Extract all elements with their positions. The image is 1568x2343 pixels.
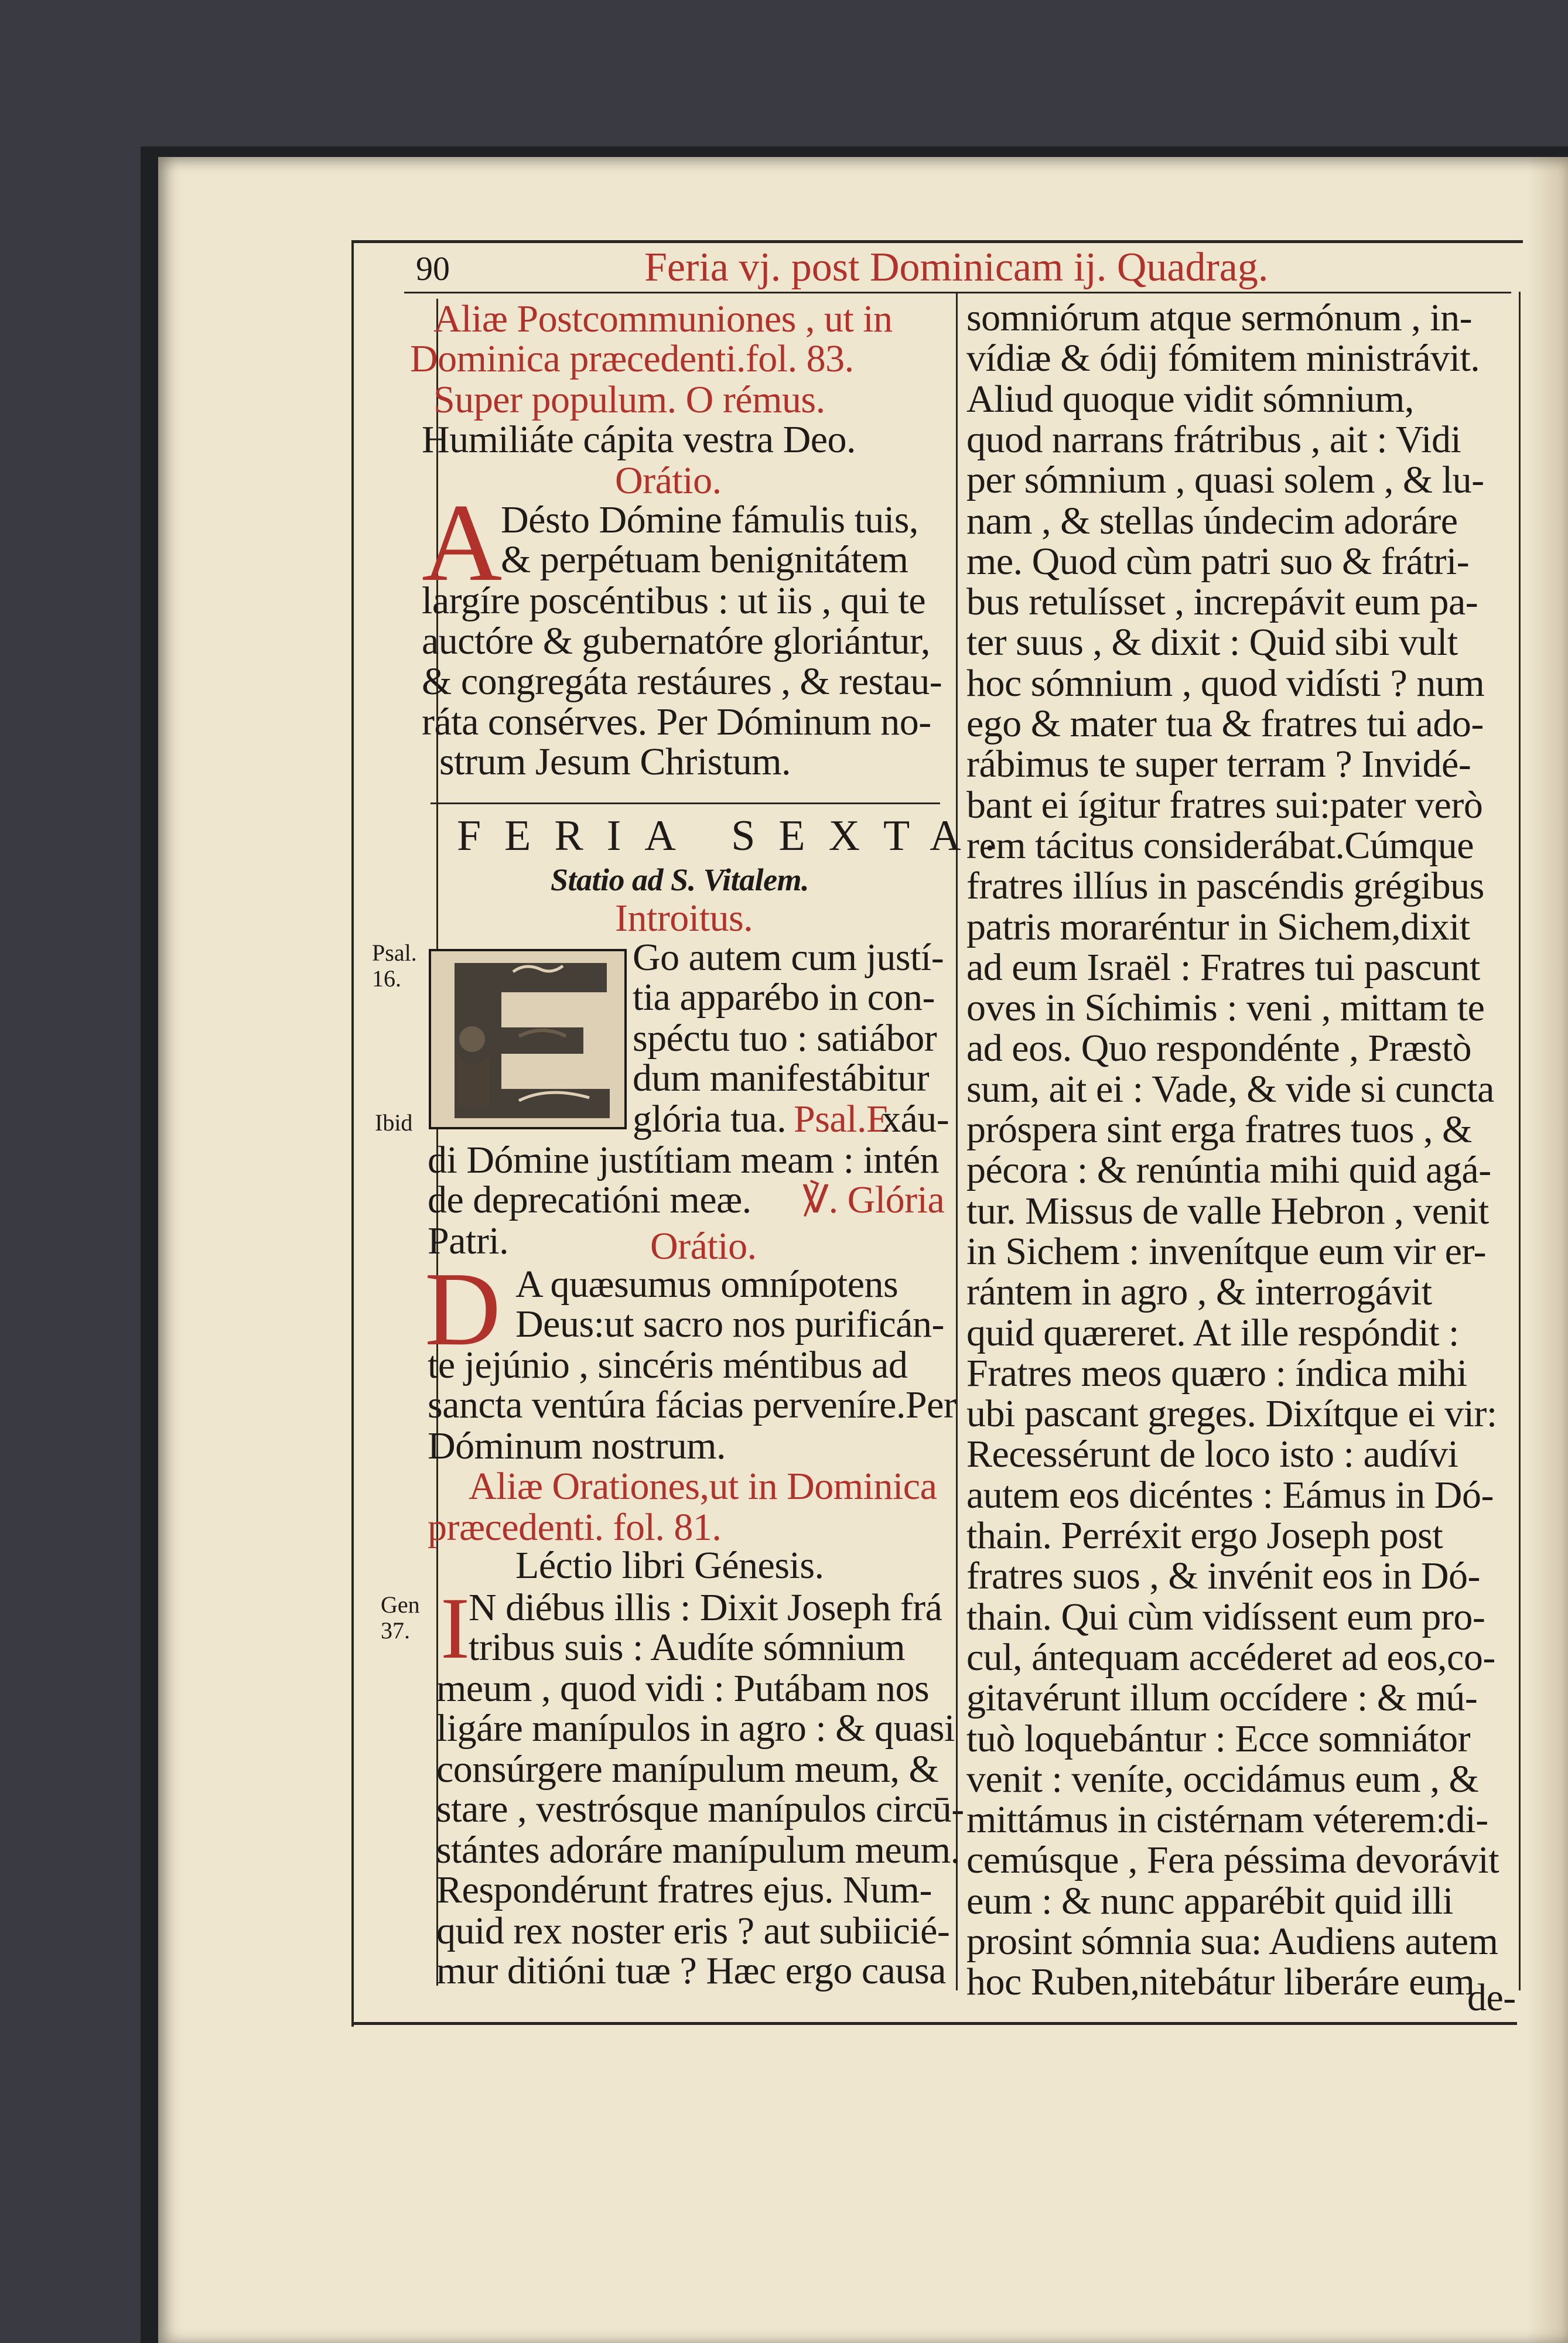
margin-psal-num: 16.: [372, 965, 401, 992]
margin-gen: Gen: [381, 1591, 420, 1618]
genesis-line: meum , quod vidi : Putábam nos: [436, 1667, 930, 1710]
right-column-line: in Sichem : invenítque eum vir er-: [966, 1230, 1487, 1273]
right-column-line: próspera sint erga fratres tuos , &: [966, 1108, 1472, 1151]
page-number: 90: [416, 250, 450, 288]
oratio2-line: sancta ventúra fácias perveníre.Per: [428, 1384, 956, 1426]
right-column-line: ter suus , & dixit : Quid sibi vult: [966, 621, 1458, 664]
section-divider-rule: [431, 802, 940, 804]
genesis-line: tribus suis : Audíte sómnium: [469, 1626, 906, 1669]
right-column-line: tur. Missus de valle Hebron , venit: [966, 1190, 1489, 1232]
right-column-line: rántem in agro , & interrogávit: [966, 1270, 1432, 1313]
right-column-line: bus retulísset , increpávit eum pa-: [966, 580, 1478, 623]
introitus-label: Introitus.: [615, 897, 753, 940]
oratio1-line: Désto Dómine fámulis tuis,: [501, 498, 918, 541]
right-column-line: hoc Ruben,nitebátur liberáre eum: [966, 1961, 1475, 2003]
right-column-line: fratres suos , & invénit eos in Dó-: [966, 1555, 1481, 1597]
frame-left-rule: [351, 240, 354, 2027]
oratio2-line: A quæsumus omnípotens: [515, 1263, 899, 1306]
right-column-line: sum, ait ei : Vade, & vide si cuncta: [966, 1068, 1494, 1111]
right-column-line: mittámus in cistérnam véterem:di-: [966, 1798, 1488, 1841]
frame-bottom-rule: [351, 2022, 1517, 2025]
genesis-line: Respondérunt fratres ejus. Num-: [436, 1869, 932, 1911]
introit-line: glória tua.: [633, 1098, 787, 1140]
running-title: Feria vj. post Dominicam ij. Quadrag.: [644, 245, 1269, 290]
psal-label: Psal.E: [794, 1098, 890, 1140]
versicle: ℣. Glória: [802, 1179, 945, 1221]
right-column-line: per sómnium , quasi solem , & lu-: [966, 459, 1484, 501]
oratio-heading-2: Orátio.: [650, 1225, 757, 1268]
column-rule: [956, 292, 958, 1990]
introit-line: Patri.: [428, 1220, 509, 1262]
right-column-line: quid quæreret. At ille respóndit :: [966, 1311, 1459, 1354]
super-populum: Super populum. O rémus.: [433, 378, 825, 421]
postcommunion-note-2: Dominica præcedenti.fol. 83.: [410, 337, 854, 380]
right-column-line: somniórum atque sermónum , in-: [966, 296, 1473, 339]
right-column-line: eum : & nunc apparébit quid illi: [966, 1880, 1453, 1922]
genesis-line: stare , vestrósque manípulos circū-: [436, 1788, 964, 1830]
statio-line: Statio ad S. Vitalem.: [551, 862, 809, 897]
margin-note-psal: [372, 940, 417, 992]
genesis-line: mur ditióni tuæ ? Hæc ergo causa: [436, 1949, 946, 1992]
right-column-line: bant ei ígitur fratres sui:pater verò: [966, 784, 1483, 826]
genesis-line: N diébus illis : Dixit Joseph frá: [469, 1586, 942, 1629]
humiliate-line: Humiliáte cápita vestra Deo.: [422, 418, 856, 461]
frame-right-rule: [1519, 292, 1521, 1990]
introit-line: dum manifestábitur: [633, 1057, 930, 1099]
right-column-line: rábimus te super terram ? Invidé-: [966, 743, 1471, 785]
right-column-line: thain. Qui cùm vidíssent eum pro-: [966, 1596, 1485, 1638]
right-column-line: thain. Perréxit ergo Joseph post: [966, 1514, 1443, 1557]
woodcut-initial-e: [429, 949, 627, 1129]
right-column-line: venit : veníte, occidámus eum , &: [966, 1758, 1479, 1801]
genesis-line: quid rex noster eris ? aut subiicié-: [436, 1910, 950, 1952]
oratio2-line: Deus:ut sacro nos purificán-: [515, 1303, 944, 1345]
genesis-line: stántes adoráre manípulum meum.: [436, 1829, 960, 1871]
right-column-line: nam , & stellas úndecim adoráre: [966, 500, 1458, 542]
postcommunion-note: Aliæ Postcommuniones , ut in: [433, 298, 893, 340]
right-column-line: hoc sómnium , quod vidísti ? num: [966, 662, 1485, 705]
right-column-line: me. Quod cùm patri suo & frátri-: [966, 540, 1470, 583]
right-column-line: tuò loquebántur : Ecce somniátor: [966, 1717, 1471, 1760]
introit-line: di Dómine justítiam meam : intén: [428, 1139, 940, 1181]
margin-psal: Psal.: [372, 940, 417, 966]
right-column-line: pécora : & renúntia mihi quid agá-: [966, 1149, 1491, 1191]
right-column-line: cul, ántequam accéderet ad eos,co-: [966, 1636, 1495, 1679]
right-column-line: patris moraréntur in Sichem,dixit: [966, 906, 1470, 948]
introit-line: tia apparébo in con-: [633, 976, 935, 1019]
alia-orationes: Aliæ Orationes,ut in Dominica: [469, 1465, 937, 1508]
dropcap-i: I: [440, 1580, 470, 1677]
margin-note-ibid: Ibid: [375, 1109, 413, 1136]
lectio-heading: Léctio libri Génesis.: [515, 1544, 824, 1587]
introit-line: de deprecatióni meæ.: [428, 1179, 751, 1221]
oratio1-line: largíre poscéntibus : ut iis , qui te: [422, 579, 926, 622]
oratio1-line: & congregáta restáures , & restau-: [422, 660, 942, 703]
oratio2-line: te jejúnio , sincéris méntibus ad: [428, 1344, 908, 1386]
header-rule: [404, 292, 1511, 293]
margin-note-gen: [381, 1592, 420, 1644]
right-column-line: ad eum Israël : Fratres tui pascunt: [966, 946, 1480, 989]
right-column-line: Fratres meos quæro : índica mihi: [966, 1352, 1467, 1395]
right-column-line: quod narrans frátribus , ait : Vidi: [966, 418, 1461, 461]
genesis-line: consúrgere manípulum meum, &: [436, 1748, 939, 1791]
oratio1-line: strum Jesum Christum.: [439, 740, 791, 783]
right-column-line: Aliud quoque vidit sómnium,: [966, 378, 1414, 421]
oratio1-line: auctóre & gubernatóre gloriántur,: [422, 620, 930, 662]
oratio2-line: Dóminum nostrum.: [428, 1425, 726, 1467]
right-column-line: cemúsque , Fera péssima devorávit: [966, 1839, 1499, 1881]
catchword: de-: [1467, 1976, 1516, 2019]
margin-gen-num: 37.: [381, 1617, 410, 1644]
right-column-line: gitavérunt illum occídere : & mú-: [966, 1676, 1478, 1719]
section-heading: FERIA SEXTA.: [457, 812, 1019, 860]
right-column-line: rem tácitus considerábat.Cúmque: [966, 824, 1474, 867]
right-column-line: vídiæ & ódij fómitem ministrávit.: [966, 337, 1480, 380]
right-column-line: ego & mater tua & fratres tui ado-: [966, 702, 1484, 745]
right-column-line: autem eos dicéntes : Eámus in Dó-: [966, 1474, 1494, 1517]
alia-orationes-2: præcedenti. fol. 81.: [428, 1506, 722, 1549]
introit-fragment: xáu-: [882, 1098, 949, 1140]
dropcap-d: D: [425, 1251, 501, 1367]
genesis-line: ligáre manípulos in agro : & quasi: [436, 1707, 955, 1750]
introit-line: spéctu tuo : satiábor: [633, 1017, 937, 1060]
right-column-line: ubi pascant greges. Dixítque ei vir:: [966, 1392, 1497, 1435]
right-column-line: oves in Síchimis : veni , mittam te: [966, 986, 1485, 1029]
right-column-line: Recessérunt de loco isto : audívi: [966, 1433, 1458, 1476]
right-column-line: fratres illíus in pascéndis grégibus: [966, 865, 1484, 907]
right-column-line: prosint sómnia sua: Audiens autem: [966, 1920, 1498, 1963]
dropcap-a: A: [422, 481, 503, 604]
frame-top-rule: [351, 240, 1523, 243]
oratio1-line: ráta consérves. Per Dóminum no-: [422, 701, 931, 743]
introit-line: Go autem cum justí-: [633, 936, 944, 979]
right-column-line: ad eos. Quo respondénte , Præstò: [966, 1027, 1472, 1070]
oratio-heading-1: Orátio.: [615, 459, 722, 502]
oratio1-line: & perpétuam benignitátem: [501, 538, 908, 581]
